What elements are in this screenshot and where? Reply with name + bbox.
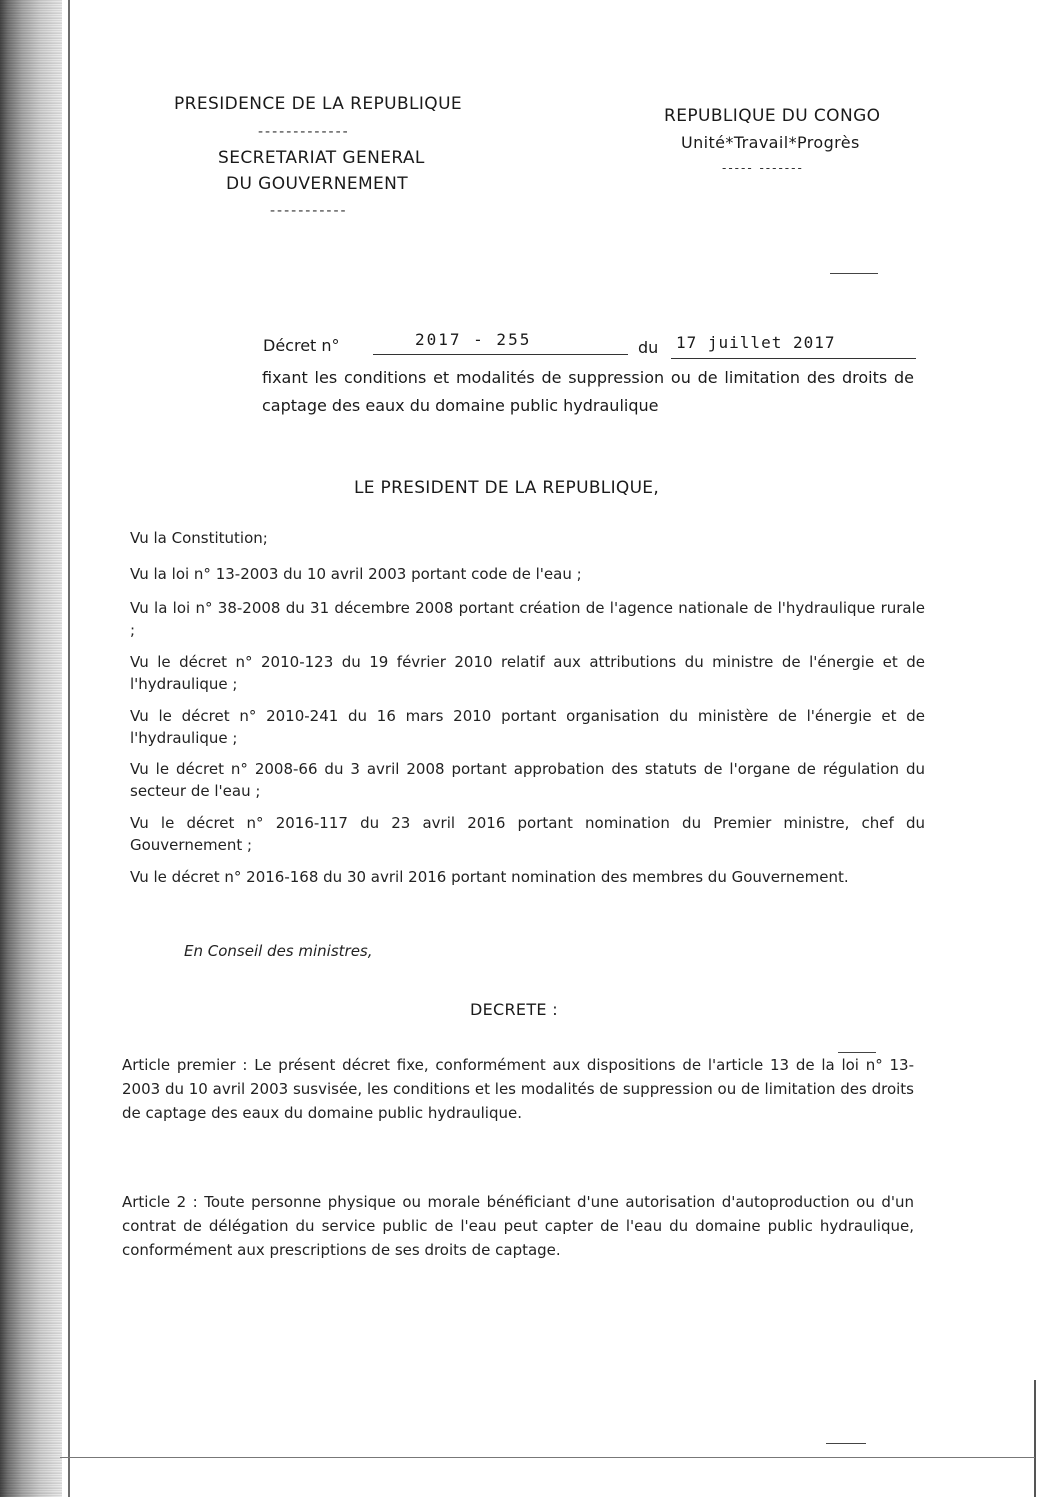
header-country: REPUBLIQUE DU CONGO [664,106,881,126]
decree-subject: fixant les conditions et modalités de suppression ou de limitation des droits de captage des eaux du domaine public hydraulique [262,368,914,415]
decree-number-underline [373,354,628,355]
article-text: Toute personne physique ou morale bénéficiant d'une autorisation d'autoproduction ou d'un contrat de délégation du service public de l'eau peut capter de l'eau du domaine public hydraulique, conformément aux prescriptions de ses droits de captage. [122,1193,914,1259]
decree-label: Décret n° [263,336,340,355]
margin-mark [830,273,878,274]
page-right-edge [1034,1380,1036,1497]
decree-date-prefix: du [638,338,659,357]
decree-date: 17 juillet 2017 [676,333,836,352]
article-2 [122,1190,914,1262]
header-gouvernement: DU GOUVERNEMENT [226,174,409,194]
decree-date-underline [671,358,916,359]
scan-binding-edge [0,0,62,1497]
article-text: Le présent décret fixe, conformément aux dispositions de l'article 13 de la loi n° 13-2003 du 10 avril 2003 susvisée, les conditions et les modalités de suppression ou de limitation des droits de captage des eaux du domaine public hydraulique. [122,1056,914,1122]
header-left-separator-1: ------------- [258,124,350,140]
visa-item: Vu le décret n° 2010-123 du 19 février 2010 relatif aux attributions du ministre de l'énergie et de l'hydraulique ; [130,653,925,693]
visa-item: Vu le décret n° 2008-66 du 3 avril 2008 portant approbation des statuts de l'organe de régulation du secteur de l'eau ; [130,760,925,800]
visa-item: Vu la loi n° 13-2003 du 10 avril 2003 portant code de l'eau ; [130,565,582,583]
header-presidence: PRESIDENCE DE LA REPUBLIQUE [174,94,463,114]
president-heading: LE PRESIDENT DE LA REPUBLIQUE, [354,478,660,498]
page-edge-line [68,0,70,1497]
decree-line [263,330,923,360]
visa-item: Vu la Constitution; [130,529,268,547]
decree-number: 2017 - 255 [415,330,532,349]
visa-item: Vu le décret n° 2010-241 du 16 mars 2010 portant organisation du ministère de l'énergie et de l'hydraulique ; [130,707,925,747]
margin-mark [826,1443,866,1444]
visa-item: Vu la loi n° 38-2008 du 31 décembre 2008 portant création de l'agence nationale de l'hydraulique rurale ; [130,599,925,639]
article-1 [122,1053,914,1125]
header-right-separator: ----- ------- [722,161,804,175]
article-title: Article 2 : [122,1193,205,1211]
header-motto: Unité*Travail*Progrès [681,133,860,152]
header-left-separator-2: ----------- [270,203,348,219]
en-conseil: En Conseil des ministres, [184,942,373,960]
header-secretariat: SECRETARIAT GENERAL [218,148,425,168]
visa-item: Vu le décret n° 2016-117 du 23 avril 2016 portant nomination du Premier ministre, chef du Gouvernement ; [130,814,925,854]
page-bottom-line [60,1457,1035,1458]
visa-item: Vu le décret n° 2016-168 du 30 avril 2016 portant nomination des membres du Gouvernement. [130,868,849,886]
decrete-heading: DECRETE : [470,1000,558,1019]
article-title: Article premier : [122,1056,255,1074]
